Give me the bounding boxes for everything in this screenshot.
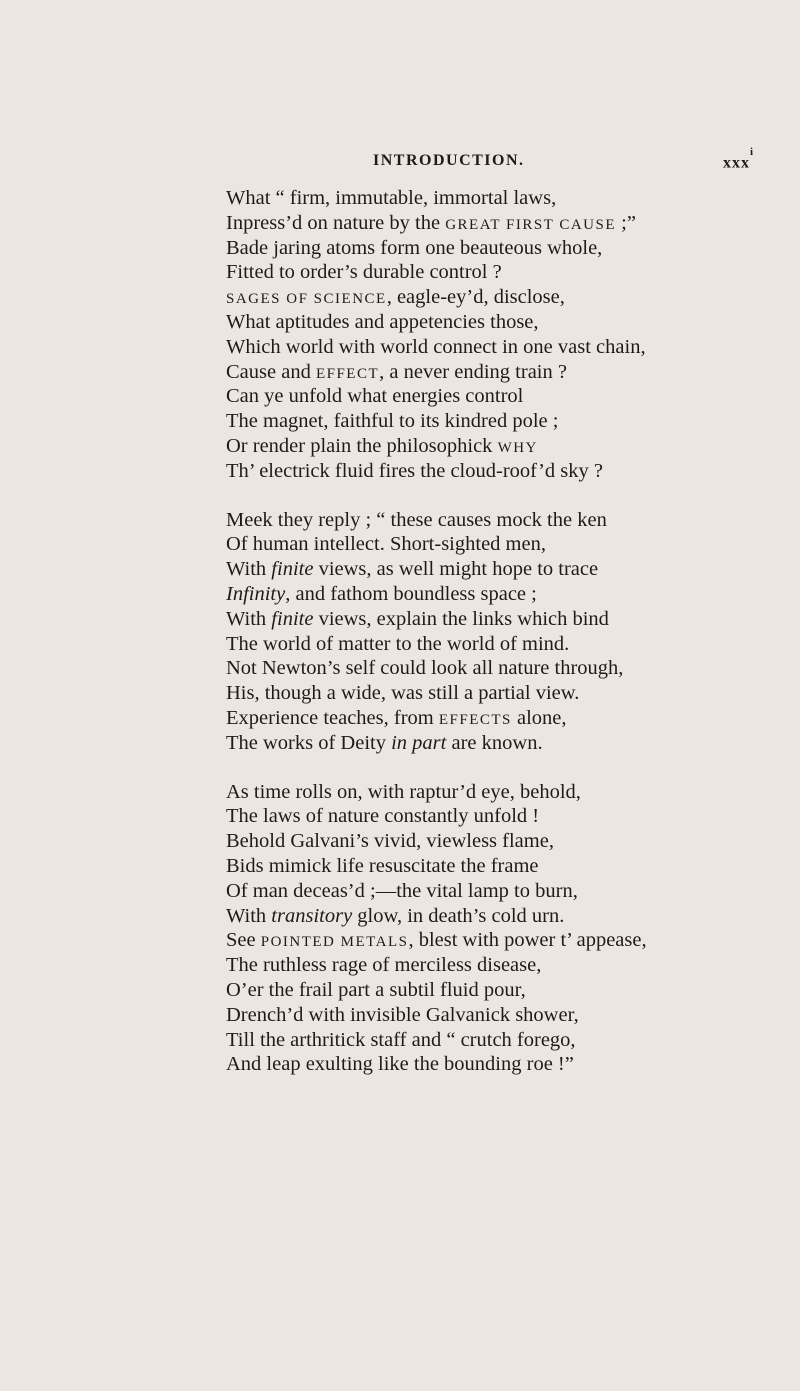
line-text: With	[226, 904, 272, 927]
line-text: views, explain the links which bind	[313, 607, 609, 630]
poem-line	[226, 706, 786, 731]
line-text: With	[226, 558, 272, 581]
poem-line	[226, 804, 786, 829]
poem-line	[226, 904, 786, 929]
line-text: The world of matter to the world of mind.	[226, 632, 570, 655]
poem-line	[226, 532, 786, 557]
line-text: Fitted to order’s durable control ?	[226, 261, 502, 284]
poem-line	[226, 780, 786, 805]
small-caps-text: EFFECT	[315, 365, 380, 382]
line-text: With	[226, 607, 272, 630]
poem-body	[226, 186, 786, 1077]
poem-line	[226, 459, 786, 484]
stanza-break	[226, 756, 786, 780]
poem-line	[226, 879, 786, 904]
poem-line	[226, 582, 786, 607]
line-text: ;”	[616, 211, 636, 234]
small-caps-text: EFFECTS	[438, 711, 512, 728]
small-caps-text: GREAT FIRST CAUSE	[445, 216, 616, 233]
line-text: See	[226, 929, 261, 952]
page-number	[723, 146, 755, 172]
poem-line	[226, 854, 786, 879]
poem-line	[226, 335, 786, 360]
line-text: glow, in death’s cold urn.	[352, 904, 565, 927]
line-text: The works of Deity	[226, 731, 392, 754]
poem-line	[226, 928, 786, 953]
poem-line	[226, 285, 786, 310]
line-text: What “ firm, immutable, immortal laws,	[226, 187, 557, 209]
poem-line	[226, 1003, 786, 1028]
poem-line	[226, 360, 786, 385]
running-head: INTRODUCTION.	[373, 152, 525, 169]
italic-text: Infinity	[226, 582, 286, 605]
line-text: Th’ electrick fluid fires the cloud-roof’d sky ?	[226, 459, 604, 482]
line-text: Drench’d with invisible Galvanick shower,	[226, 1003, 579, 1026]
line-text: As time rolls on, with raptur’d eye, behold,	[226, 780, 581, 803]
poem-line	[226, 508, 786, 533]
line-text: Of man deceas’d ;—the vital lamp to burn,	[226, 879, 578, 902]
stanza-break	[226, 484, 786, 508]
line-text: , a never ending train ?	[379, 360, 567, 383]
poem-line	[226, 953, 786, 978]
line-text: Or render plain the philosophick	[226, 434, 498, 457]
line-text: And leap exulting like the bounding roe !”	[226, 1053, 574, 1076]
small-caps-text: SAGES OF SCIENCE	[226, 291, 387, 308]
line-text: The magnet, faithful to its kindred pole ;	[226, 410, 559, 433]
poem-line	[226, 409, 786, 434]
stanza	[226, 780, 786, 1078]
poem-line	[226, 260, 786, 285]
line-text: His, though a wide, was still a partial view.	[226, 682, 580, 705]
line-text: , blest with power t’ appease,	[408, 929, 647, 952]
line-text: , and fathom boundless space ;	[285, 582, 537, 605]
stanza	[226, 186, 786, 484]
line-text: are known.	[446, 731, 543, 754]
line-text: Meek they reply ; “ these causes mock the ken	[226, 508, 607, 531]
poem-line	[226, 632, 786, 657]
line-text: Behold Galvani’s vivid, viewless flame,	[226, 830, 554, 853]
line-text: Till the arthritick staff and “ crutch forego,	[226, 1028, 576, 1051]
line-text: Of human intellect. Short-sighted men,	[226, 533, 546, 556]
line-text: Experience teaches, from	[226, 706, 439, 729]
poem-line	[226, 607, 786, 632]
line-text: O’er the frail part a subtil fluid pour,	[226, 978, 526, 1001]
line-text: Can ye unfold what energies control	[226, 385, 524, 408]
poem-line	[226, 557, 786, 582]
poem-line	[226, 434, 786, 459]
poem-line	[226, 384, 786, 409]
poem-line	[226, 731, 786, 756]
line-text: Inpress’d on nature by the	[226, 211, 446, 234]
line-text: alone,	[511, 706, 567, 729]
line-text: Which world with world connect in one vast chain,	[226, 335, 646, 358]
line-text: The ruthless rage of merciless disease,	[226, 954, 542, 977]
line-text: Bade jaring atoms form one beauteous whole,	[226, 236, 603, 259]
poem-line	[226, 656, 786, 681]
poem-line	[226, 310, 786, 335]
line-text: , eagle-ey’d, disclose,	[386, 286, 565, 309]
poem-line	[226, 1028, 786, 1053]
poem-line	[226, 829, 786, 854]
line-text: The laws of nature constantly unfold !	[226, 805, 540, 828]
page-number-superscript: i	[750, 146, 755, 158]
italic-text: transitory	[271, 904, 353, 927]
italic-text: finite	[271, 558, 314, 581]
page-number-main: xxx	[723, 154, 750, 172]
line-text: views, as well might hope to trace	[313, 558, 599, 581]
poem-line	[226, 236, 786, 261]
poem-line	[226, 211, 786, 236]
line-text: Cause and	[226, 360, 316, 383]
italic-text: in part	[391, 731, 447, 754]
small-caps-text: POINTED METALS	[260, 934, 409, 951]
stanza	[226, 508, 786, 756]
poem-line	[226, 186, 786, 211]
poem-line	[226, 978, 786, 1003]
poem-line	[226, 681, 786, 706]
page-header	[0, 146, 800, 182]
italic-text: finite	[271, 607, 314, 630]
small-caps-text: WHY	[497, 439, 538, 456]
line-text: Bids mimick life resuscitate the frame	[226, 854, 539, 877]
line-text: What aptitudes and appetencies those,	[226, 310, 539, 333]
line-text: Not Newton’s self could look all nature through,	[226, 657, 624, 680]
poem-line	[226, 1052, 786, 1077]
